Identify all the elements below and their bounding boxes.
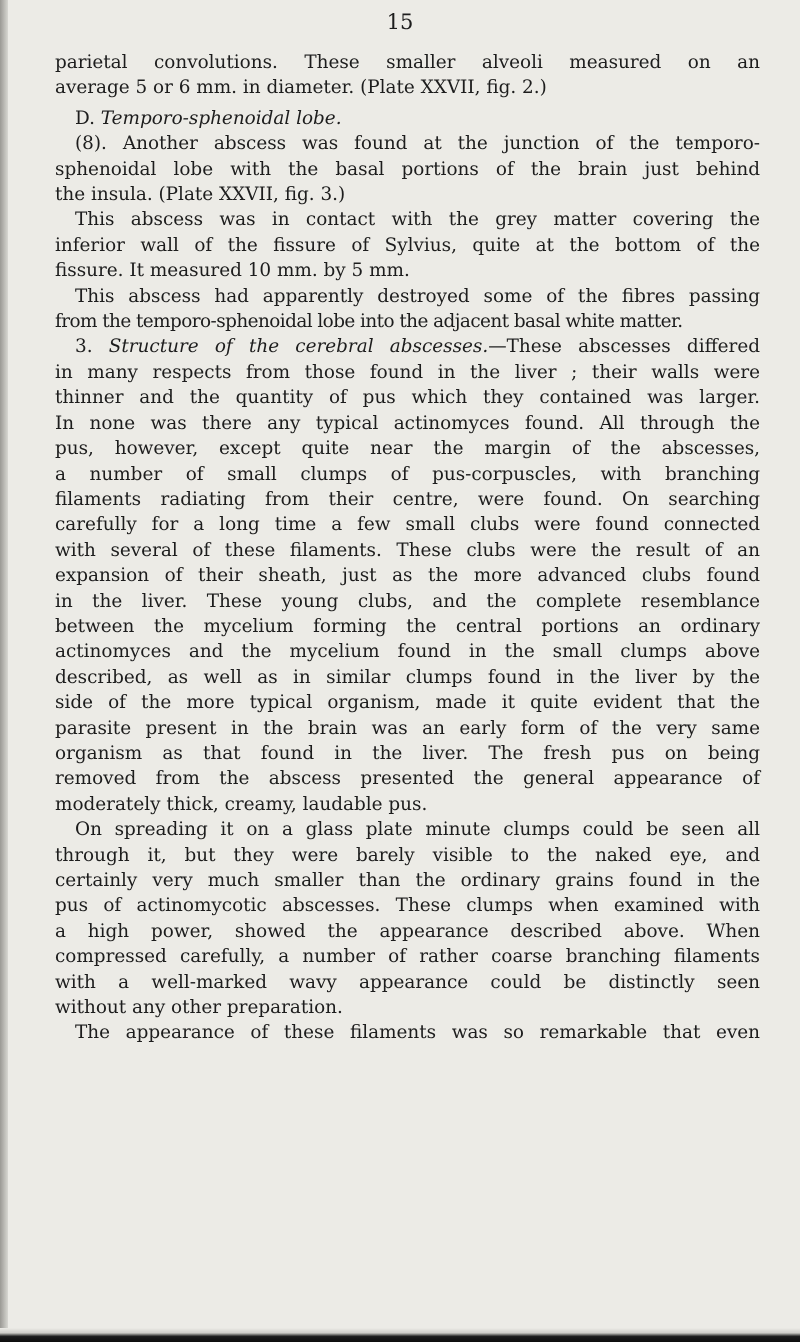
section-title: Temporo-sphenoidal lobe. bbox=[100, 107, 342, 129]
text-line: parasite present in the brain was an early form of the very same bbox=[55, 717, 760, 739]
text-line: with a well-marked wavy appearance could be distinctly seen bbox=[55, 971, 760, 993]
paragraph-parietal bbox=[55, 50, 760, 101]
section-heading-d bbox=[55, 106, 760, 131]
page-binding-shadow bbox=[0, 0, 8, 1342]
text-line: the insula. (Plate XXVII, fig. 3.) bbox=[55, 184, 346, 206]
text-line: with several of these filaments. These clubs were the result of an bbox=[55, 539, 760, 561]
text-line: certainly very much smaller than the ordinary grains found in the bbox=[55, 870, 760, 891]
paragraph-abscess-8 bbox=[55, 131, 760, 207]
text-line: compressed carefully, a number of rather coarse branching filaments bbox=[55, 946, 760, 968]
page-number: 15 bbox=[386, 10, 414, 34]
text-line: without any other preparation. bbox=[55, 997, 343, 1019]
text-line: a number of small clumps of pus-corpuscles, with branching bbox=[55, 463, 760, 485]
text-line: sphenoidal lobe with the basal portions of the brain just behind bbox=[55, 158, 760, 180]
text-line: The appearance of these filaments was so remarkable that even bbox=[75, 1022, 760, 1044]
text-line: carefully for a long time a few small clubs were found connected bbox=[55, 514, 760, 536]
paragraph-contact bbox=[55, 207, 760, 283]
paragraph-appearance bbox=[55, 1020, 760, 1045]
text-line: removed from the abscess presented the general appearance of bbox=[55, 768, 760, 790]
text-line: This abscess had apparently destroyed some of the fibres passing bbox=[75, 285, 760, 307]
text-line: through it, but they were barely visible to the naked eye, and bbox=[55, 844, 760, 866]
text-line: (8). Another abscess was found at the junction of the temporo- bbox=[75, 133, 760, 155]
text-line bbox=[55, 334, 760, 359]
text-line: filaments radiating from their centre, were found. On searching bbox=[55, 488, 760, 510]
text-line-rest: —These abscesses differed bbox=[488, 336, 760, 358]
paragraph-spreading bbox=[55, 817, 760, 1020]
text-line: actinomyces and the mycelium found in the small clumps above bbox=[55, 641, 760, 663]
text-line: organism as that found in the liver. The fresh pus on being bbox=[55, 742, 760, 764]
page-bottom-shadow bbox=[0, 1328, 800, 1342]
section-number: 3. bbox=[75, 336, 109, 358]
text-line: from the temporo-sphenoidal lobe into the adjacent basal white matter. bbox=[55, 311, 683, 333]
text-line: pus, however, except quite near the margin of the abscesses, bbox=[55, 438, 760, 460]
text-line: expansion of their sheath, just as the more advanced clubs found bbox=[55, 565, 760, 587]
text-line: On spreading it on a glass plate minute clumps could be seen all bbox=[75, 819, 760, 841]
text-line: moderately thick, creamy, laudable pus. bbox=[55, 793, 428, 815]
body-text bbox=[55, 50, 760, 1046]
section-letter: D. bbox=[75, 107, 95, 129]
text-line: described, as well as in similar clumps found in the liver by the bbox=[55, 666, 760, 688]
text-line: fissure. It measured 10 mm. by 5 mm. bbox=[55, 260, 410, 282]
paragraph-structure bbox=[55, 334, 760, 817]
text-line: This abscess was in contact with the grey matter covering the bbox=[75, 209, 760, 231]
text-line: pus of actinomycotic abscesses. These clumps when examined with bbox=[55, 895, 760, 917]
paragraph-destroyed bbox=[55, 284, 760, 335]
text-line: side of the more typical organism, made it quite evident that the bbox=[55, 692, 760, 714]
text-line: a high power, showed the appearance described above. When bbox=[55, 920, 760, 942]
text-line: inferior wall of the fissure of Sylvius, quite at the bottom of the bbox=[55, 234, 760, 256]
text-line: average 5 or 6 mm. in diameter. (Plate XXVII, fig. 2.) bbox=[55, 77, 547, 99]
text-line: in the liver. These young clubs, and the complete resemblance bbox=[55, 590, 760, 612]
text-line: in many respects from those found in the liver ; their walls were bbox=[55, 361, 760, 383]
section-title: Structure of the cerebral abscesses. bbox=[108, 336, 489, 358]
text-line: between the mycelium forming the central portions an ordinary bbox=[55, 615, 760, 637]
text-line: parietal convolutions. These smaller alveoli measured on an bbox=[55, 52, 760, 73]
text-line: thinner and the quantity of pus which they contained was larger. bbox=[55, 387, 760, 409]
text-line: In none was there any typical actinomyces found. All through the bbox=[55, 412, 760, 434]
